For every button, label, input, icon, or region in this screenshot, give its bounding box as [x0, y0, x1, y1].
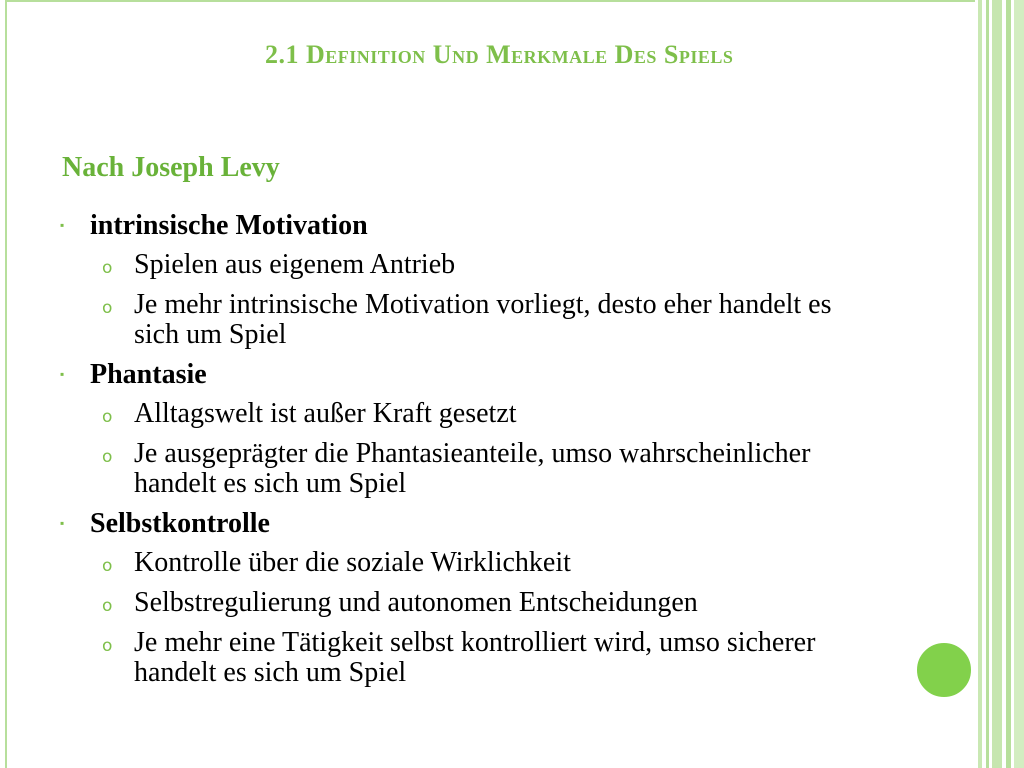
- sub-bullet: [58, 250, 918, 283]
- stripe: [986, 0, 989, 768]
- square-bullet-icon: ▪: [60, 516, 65, 530]
- sub-bullet-text: Selbstregulierung und autonomen Entscheidungen: [134, 587, 698, 618]
- top-frame-line: [5, 0, 975, 2]
- stripe: [978, 0, 982, 768]
- stripe: [1006, 0, 1011, 768]
- circle-bullet-icon: o: [102, 447, 113, 467]
- sub-bullet-text: Je mehr intrinsische Motivation vorliegt, desto eher handelt es sich um Spiel: [134, 289, 832, 350]
- sub-bullet-text: Je mehr eine Tätigkeit selbst kontrolliert wird, umso sicherer handelt es sich um Spiel: [134, 627, 816, 688]
- slide-title: 2.1 Definition Und Merkmale Des Spiels: [265, 40, 734, 69]
- bullet-heading: [58, 357, 918, 397]
- list-item: [58, 357, 918, 499]
- sub-bullet: [58, 439, 918, 499]
- circle-bullet-icon: o: [102, 636, 113, 656]
- sub-bullet: [58, 290, 918, 350]
- bullet-heading-text: intrinsische Motivation: [90, 210, 368, 241]
- left-frame-line: [5, 0, 7, 768]
- decorative-circle: [914, 640, 974, 700]
- sub-bullet-text: Alltagswelt ist außer Kraft gesetzt: [134, 398, 517, 429]
- bullet-heading-text: Phantasie: [90, 359, 207, 390]
- slide-subtitle: Nach Joseph Levy: [62, 152, 280, 183]
- bullet-heading: [58, 208, 918, 248]
- circle-bullet-icon: o: [102, 596, 113, 616]
- stripe: [992, 0, 1002, 768]
- circle-bullet-icon: o: [102, 407, 113, 427]
- square-bullet-icon: ▪: [60, 218, 65, 232]
- list-item: [58, 208, 918, 350]
- sub-bullet: [58, 588, 918, 621]
- bullet-list: [58, 208, 918, 695]
- sub-bullet-text: Spielen aus eigenem Antrieb: [134, 249, 456, 280]
- circle-bullet-icon: o: [102, 556, 113, 576]
- bullet-heading: [58, 506, 918, 546]
- bullet-heading-text: Selbstkontrolle: [90, 508, 270, 539]
- sub-bullet-text: Kontrolle über die soziale Wirklichkeit: [134, 547, 571, 578]
- sub-bullet: [58, 548, 918, 581]
- stripe: [1014, 0, 1024, 768]
- sub-bullet: [58, 399, 918, 432]
- sub-bullet-text: Je ausgeprägter die Phantasieanteile, umso wahrscheinlicher handelt es sich um Spiel: [134, 438, 811, 499]
- list-item: [58, 506, 918, 688]
- circle-bullet-icon: o: [102, 298, 113, 318]
- circle-bullet-icon: o: [102, 258, 113, 278]
- square-bullet-icon: ▪: [60, 367, 65, 381]
- sub-bullet: [58, 628, 918, 688]
